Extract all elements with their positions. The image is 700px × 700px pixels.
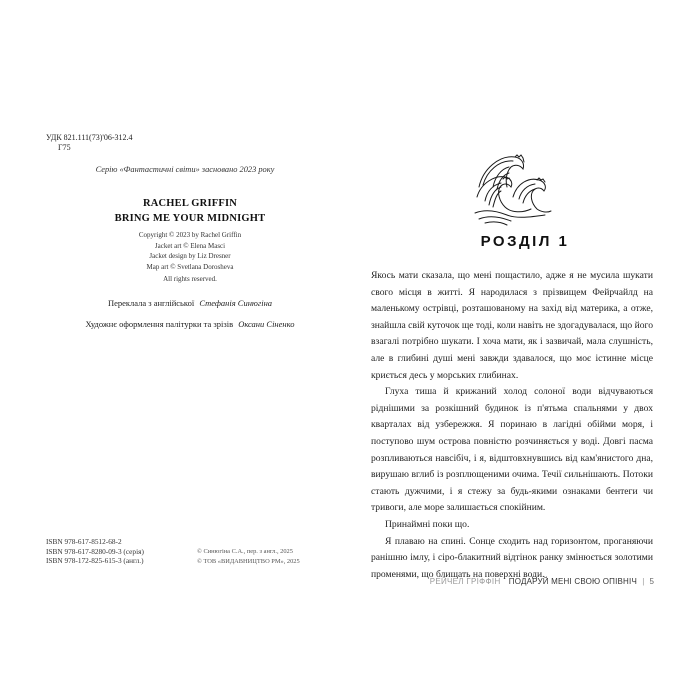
- translator-label: Переклала з англійської: [107, 298, 195, 308]
- isbn-line: ISBN 978-617-8512-68-2: [46, 537, 122, 546]
- footer-separator: |: [642, 577, 645, 586]
- original-book-title: BRING ME YOUR MIDNIGHT: [114, 213, 266, 224]
- rights-reserved: All rights reserved.: [163, 275, 217, 283]
- designer-label: Художнє оформлення палітурки та зрізів: [85, 319, 234, 329]
- original-author: RACHEL GRIFFIN: [142, 198, 238, 209]
- paragraph: Глуха тиша й крижаний холод солоної води відчуваються ріднішими за розкішний будинок із п'ятьма спальнями у двох кварталах від узбережжя. Я поринаю в лагідні обійми моря, і поступово шум острова повністю розчиняється у воді. Довгі пасма розпливаються навсібіч, і я, відштовхнувшись від кам'янистого дна, вирушаю вглиб із розплющеними очима. Течії сильнішають. Потоки стають дужчими, і я стежу за будь-якими ознаками бентеги чи тривоги, але море залишається спокійним.: [371, 386, 653, 514]
- original-title-block: [40, 196, 340, 285]
- isbn-block: [46, 537, 144, 566]
- page-number: 5: [649, 577, 654, 586]
- running-footer: [430, 577, 654, 586]
- paragraph: Принаймні поки що.: [385, 518, 470, 530]
- credits-list: [40, 230, 340, 285]
- footer-book-title: ПОДАРУЙ МЕНІ СВОЮ ОПІВНІЧ: [508, 577, 637, 586]
- isbn-line: ISBN 978-617-8280-09-3 (серія): [46, 546, 144, 556]
- copyright-line: © Синюгіна С.А., пер. з англ., 2025: [197, 548, 293, 555]
- copyright-line: © ТОВ «ВИДАВНИЦТВО РМ», 2025: [197, 557, 300, 565]
- credit-line: Copyright © 2023 by Rachel Griffin: [138, 231, 242, 239]
- series-note: Серію «Фантастичні світи» засновано 2023 року: [95, 165, 275, 174]
- author-sign-code: Г75: [58, 143, 71, 152]
- paragraph: Я плаваю на спині. Сонце сходить над горизонтом, проганяючи ранішню імлу, і сіро-блакитний відтінок ранку змінюється золотими променями, що блищать на поверхні води.: [371, 535, 653, 580]
- footer-author: РЕЙЧЕЛ ГРІФФІН: [429, 577, 501, 586]
- credit-line: Jacket art © Elena Masci: [154, 241, 226, 250]
- paragraph: Якось мати сказала, що мені пощастило, адже я не мусила шукати свого місця в житті. Я народилася з прізвищем Фейрчайлд на маленькому острівці, розташованому на захід від материка, а отже, знайшла свій куточок ще тоді, коли навіть не здогадувалася, що його взагалі потрібно шукати. І хоча мати, як і зазвичай, мала слушність, але в глибині душі мені завжди здавалося, що моє істинне місце криється десь у морських глибинах.: [371, 270, 653, 381]
- designer-name: Оксани Сіненко: [238, 319, 295, 329]
- chapter-body: [371, 268, 653, 583]
- translator-name: Стефанія Синюгіна: [199, 298, 273, 308]
- chapter-title: РОЗДІЛ 1: [480, 233, 570, 250]
- credit-line: Map art © Svetlana Dorosheva: [146, 262, 234, 271]
- udk-code: УДК 821.111(73)'06-312.4: [46, 133, 133, 142]
- translator-line: [40, 297, 340, 309]
- designer-line: [40, 318, 340, 330]
- publisher-copyright-block: [197, 547, 300, 566]
- credit-line: Jacket design by Liz Dresner: [149, 252, 231, 260]
- udk-block: [46, 133, 133, 153]
- isbn-line: ISBN 978-172-825-615-3 (англ.): [46, 556, 144, 566]
- chapter-page: [350, 0, 700, 700]
- wave-icon: [473, 147, 553, 227]
